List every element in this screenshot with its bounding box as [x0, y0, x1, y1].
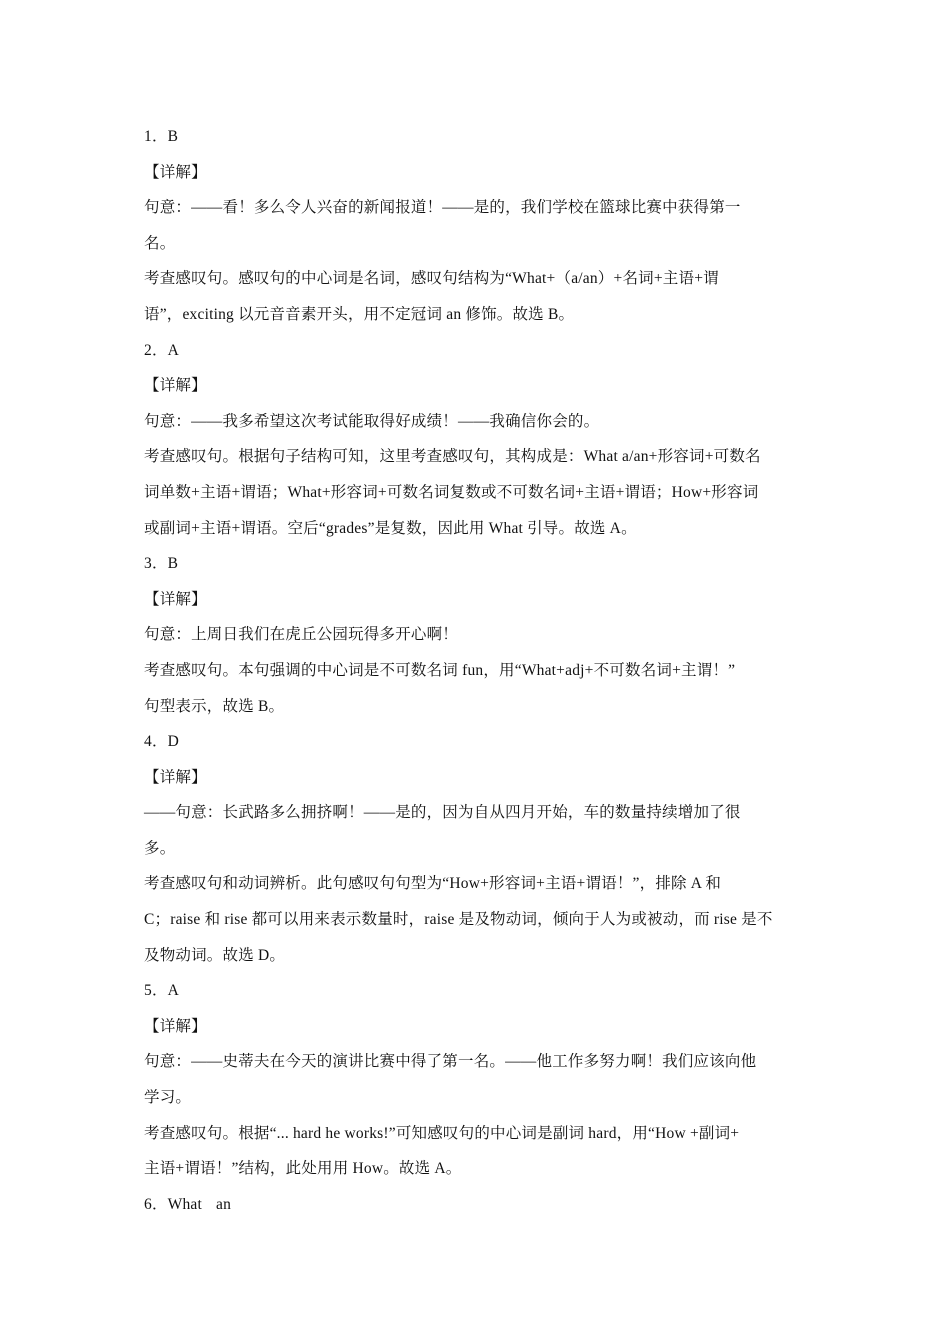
answer-number: 5．A — [144, 982, 180, 1000]
explanation-line: 学习。 — [144, 1089, 192, 1107]
explanation-line: 句意：——史蒂夫在今天的演讲比赛中得了第一名。——他工作多努力啊！我们应该向他 — [144, 1053, 757, 1071]
answer-number: 4．D — [144, 733, 180, 751]
explanation-line: 词单数+主语+谓语；What+形容词+可数名词复数或不可数名词+主语+谓语；How+形容词 — [144, 483, 759, 501]
answer-item-4 — [144, 724, 814, 973]
explanation-line: 考查感叹句。本句强调的中心词是不可数名词 fun，用“What+adj+不可数名词+主谓！” — [144, 661, 736, 679]
explanation-line: C；raise 和 rise 都可以用来表示数量时，raise 是及物动词，倾向于人为或被动，而 rise 是不 — [144, 911, 773, 929]
explanation-heading: 【详解】 — [144, 768, 207, 786]
explanation-line: 或副词+主语+谓语。空后“grades”是复数，因此用 What 引导。故选 A。 — [144, 519, 637, 537]
explanation-line: 名。 — [144, 234, 176, 252]
explanation-line: 句意：上周日我们在虎丘公园玩得多开心啊！ — [144, 626, 459, 644]
explanation-line: 语”，exciting 以元音音素开头，用不定冠词 an 修饰。故选 B。 — [144, 305, 575, 323]
answer-text: an — [216, 1195, 232, 1213]
answer-item-3 — [144, 546, 814, 724]
explanation-line: 及物动词。故选 D。 — [144, 946, 286, 964]
answer-item-6 — [144, 1187, 814, 1223]
explanation-line: 考查感叹句。感叹句的中心词是名词，感叹句结构为“What+（a/an）+名词+主语+谓 — [144, 270, 719, 288]
answer-number: 1．B — [144, 128, 179, 145]
explanation-line: 句意：——看！多么令人兴奋的新闻报道！——是的，我们学校在篮球比赛中获得第一 — [144, 199, 741, 217]
answer-explanations — [144, 119, 814, 1222]
explanation-line: 多。 — [144, 839, 176, 857]
answer-number — [144, 1187, 814, 1223]
explanation-heading: 【详解】 — [144, 163, 207, 181]
explanation-line: ——句意：长武路多么拥挤啊！——是的，因为自从四月开始，车的数量持续增加了很 — [144, 804, 741, 822]
explanation-line: 句型表示，故选 B。 — [144, 697, 285, 715]
explanation-line: 句意：——我多希望这次考试能取得好成绩！——我确信你会的。 — [144, 412, 600, 430]
explanation-heading: 【详解】 — [144, 1017, 207, 1035]
explanation-line: 考查感叹句。根据“... hard he works!”可知感叹句的中心词是副词 hard，用“How +副词+ — [144, 1124, 740, 1142]
answer-number: 3．B — [144, 555, 179, 573]
answer-item-2 — [144, 333, 814, 547]
explanation-heading: 【详解】 — [144, 590, 207, 608]
explanation-line: 主语+谓语！”结构，此处用用 How。故选 A。 — [144, 1160, 462, 1178]
explanation-line: 考查感叹句和动词辨析。此句感叹句句型为“How+形容词+主语+谓语！”，排除 A 和 — [144, 875, 722, 893]
answer-number-text: 6．What — [144, 1195, 203, 1213]
explanation-heading: 【详解】 — [144, 377, 207, 395]
explanation-line: 考查感叹句。根据句子结构可知，这里考查感叹句，其构成是：What a/an+形容词+可数名 — [144, 448, 761, 466]
answer-number: 2．A — [144, 341, 180, 359]
answer-item-1 — [144, 119, 814, 333]
answer-item-5 — [144, 973, 814, 1187]
